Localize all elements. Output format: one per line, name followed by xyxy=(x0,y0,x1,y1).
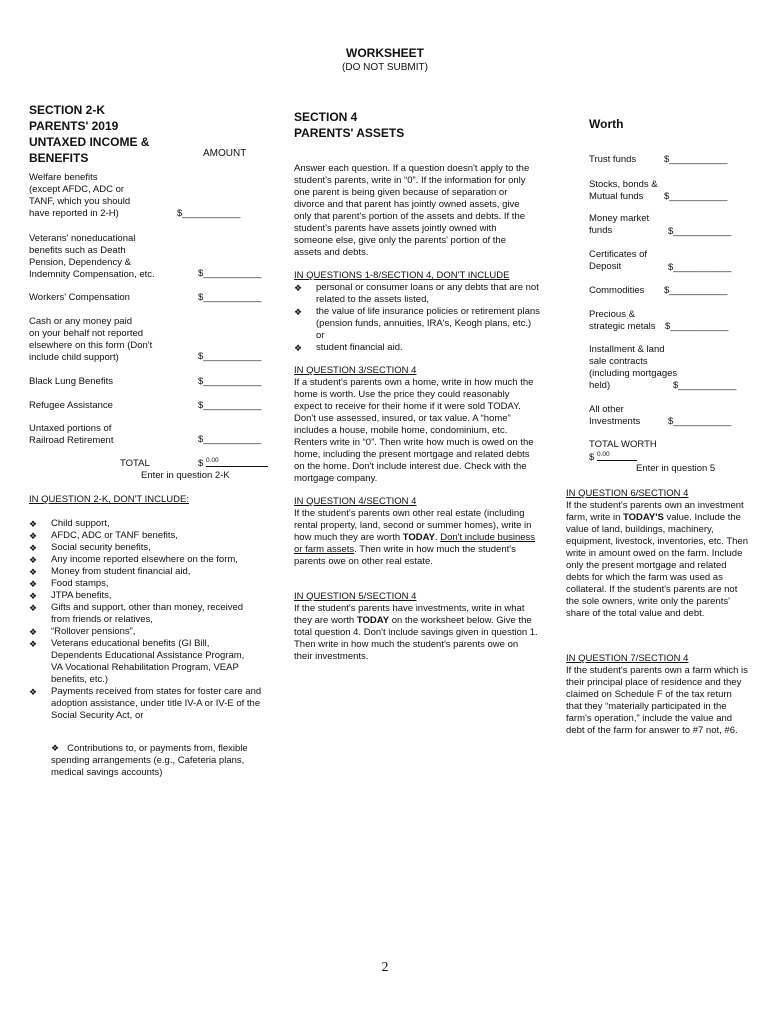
q1-8-dont-include-list xyxy=(294,282,542,354)
row-railroad-label: Untaxed portions of Railroad Retirement xyxy=(29,423,114,446)
section-2k-dont-include-heading: IN QUESTION 2-K, DON'T INCLUDE: xyxy=(29,494,189,505)
list-item: ❖ Food stamps, xyxy=(29,578,109,589)
worth-row-metals: Precious & strategic metals xyxy=(589,309,656,332)
diamond-bullet-icon: ❖ xyxy=(29,543,38,553)
worth-row-stocks: Stocks, bonds & Mutual funds xyxy=(589,179,658,202)
list-item: ❖ AFDC, ADC or TANF benefits, xyxy=(29,530,178,541)
page-number: 2 xyxy=(381,960,389,975)
worth-row-money-market: Money market funds xyxy=(589,213,650,236)
worth-title: Worth xyxy=(589,117,624,131)
row-welfare-label: Welfare benefits (except AFDC, ADC or TANF, which you should have reported in 2-H) xyxy=(29,172,131,219)
worth-total-value: 0.00 xyxy=(596,451,610,458)
diamond-bullet-icon: ❖ xyxy=(29,591,38,601)
worth-other-amount[interactable]: $___________ xyxy=(668,416,732,427)
row-workers-amount[interactable]: $___________ xyxy=(198,292,262,303)
row-refugee-label: Refugee Assistance xyxy=(29,400,113,411)
diamond-bullet-icon: ❖ xyxy=(29,531,38,541)
diamond-bullet-icon: ❖ xyxy=(29,603,38,613)
row-veterans-amount[interactable]: $___________ xyxy=(198,268,262,279)
section-4-title: SECTION 4 PARENTS' ASSETS xyxy=(294,110,405,140)
row-welfare-amount[interactable]: $___________ xyxy=(177,208,241,219)
worksheet-title: WORKSHEET xyxy=(346,46,424,60)
q4-text: If the student's parents own other real estate (including rental property, land, second or summer homes), write in how much they are worth TODAY. Don't include business or farm assets. Then write in how much the student's parents owe on other real estate. xyxy=(294,508,536,567)
worth-commodities-amount[interactable]: $___________ xyxy=(664,285,728,296)
row-black-lung-label: Black Lung Benefits xyxy=(29,376,113,387)
diamond-bullet-icon: ❖ xyxy=(29,555,38,565)
worksheet-subtitle: (DO NOT SUBMIT) xyxy=(342,62,428,73)
diamond-bullet-icon: ❖ xyxy=(29,687,38,697)
list-item: ❖ Money from student financial aid, xyxy=(29,566,191,577)
worth-certificates-amount[interactable]: $___________ xyxy=(668,262,732,273)
worth-total-note: Enter in question 5 xyxy=(636,463,716,474)
diamond-bullet-icon: ❖ xyxy=(294,343,303,353)
diamond-bullet-icon: ❖ xyxy=(294,307,303,317)
section-2k-dont-include-list xyxy=(29,518,279,722)
list-item: ❖ JTPA benefits, xyxy=(29,590,112,601)
diamond-bullet-icon: ❖ xyxy=(29,579,38,589)
section-2k-dont-include-last: ❖ Contributions to, or payments from, flexible spending arrangements (e.g., Cafeteria plans, medical savings accounts) xyxy=(51,743,248,778)
list-item: ❖ Gifts and support, other than money, received from friends or relatives, xyxy=(29,602,244,625)
q3-heading: IN QUESTION 3/SECTION 4 xyxy=(294,365,417,376)
worth-row-commodities: Commodities xyxy=(589,285,645,296)
section-2k-title: SECTION 2-K PARENTS' 2019 UNTAXED INCOME & BENEFITS xyxy=(29,103,150,165)
worth-metals-amount[interactable]: $___________ xyxy=(665,321,729,332)
worth-row-certificates: Certificates of Deposit xyxy=(589,249,648,272)
q1-8-dont-include-heading: IN QUESTIONS 1-8/SECTION 4, DON'T INCLUDE xyxy=(294,270,510,281)
section-2k-total-note: Enter in question 2-K xyxy=(141,470,230,481)
section-2k-total-value: 0.00 xyxy=(205,457,219,464)
list-item: ❖ Veterans educational benefits (GI Bill, Dependents Educational Assistance Program, VA Vocational Rehabilitation Program, VEAP benefits, etc.) xyxy=(29,638,245,685)
worth-row-installment: Installment & land sale contracts (including mortgages held) xyxy=(589,344,678,391)
worth-trust-funds-amount[interactable]: $___________ xyxy=(664,154,728,165)
row-railroad-amount[interactable]: $___________ xyxy=(198,434,262,445)
worth-total-field[interactable]: $ $^{0.00}$ xyxy=(589,451,637,463)
q7-heading: IN QUESTION 7/SECTION 4 xyxy=(566,653,689,664)
q6-text: If the student's parents own an investment farm, write in TODAY'S value. Include the value of land, buildings, machinery, equipment, livestock, inventories, etc. Then write in amount owed on the farm. Include only the present mortgage and related debts for which the farm was used as collateral. If the student's parents are not the sole owners, write only the parents' share of the total value and debt. xyxy=(566,500,749,619)
list-item: ❖ Social security benefits, xyxy=(29,542,151,553)
row-refugee-amount[interactable]: $___________ xyxy=(198,400,262,411)
list-item: ❖ Payments received from states for foster care and adoption assistance, under title IV-A or IV-E of the Social Security Act, or xyxy=(29,686,262,721)
section-4-intro: Answer each question. If a question doesn't apply to the student's parents, write in “0”. If the information for only one parent is being given because of separation or divorce and that parent has jointly owned assets, give only that parent's portion of the assets and debts. If the student's parents have assets jointly owned with someone else, give only the parents' portion of the assets and debts. xyxy=(294,163,530,258)
list-item: ❖ Any income reported elsewhere on the form, xyxy=(29,554,238,565)
row-black-lung-amount[interactable]: $___________ xyxy=(198,376,262,387)
worth-installment-amount[interactable]: $___________ xyxy=(673,380,737,391)
list-item: ❖ the value of life insurance policies or retirement plans (pension funds, annuities, IRA's, Keogh plans, etc.) or xyxy=(294,306,540,341)
row-cash-label: Cash or any money paid on your behalf not reported elsewhere on this form (Don't include child support) xyxy=(29,316,153,363)
worth-total-label: TOTAL WORTH xyxy=(589,439,657,450)
q3-text: If a student's parents own a home, write in how much the home is worth. Use the price they could reasonably expect to receive for their home if it were sold TODAY. Don't use assessed, insured, or tax value. A “home” includes a house, mobile home, condominium, etc. Renters write in “0”. Then write how much is owed on the home, including the present mortgage and related debts on the home. Don't include interest due. Check with the mortgage company. xyxy=(294,377,534,484)
amount-column-header: AMOUNT xyxy=(203,148,247,159)
worth-money-market-amount[interactable]: $___________ xyxy=(668,226,732,237)
q6-heading: IN QUESTION 6/SECTION 4 xyxy=(566,488,689,499)
q5-text: If the student's parents have investments, write in what they are worth TODAY on the worksheet below. Give the total question 4. Don't include savings given in question 1. Then write in how much the student's parents owe on their investments. xyxy=(294,603,538,662)
worth-row-trust-funds: Trust funds xyxy=(589,154,637,165)
list-item: ❖ Child support, xyxy=(29,518,110,529)
diamond-bullet-icon: ❖ xyxy=(29,519,38,529)
diamond-bullet-icon: ❖ xyxy=(294,283,303,293)
row-cash-amount[interactable]: $___________ xyxy=(198,351,262,362)
row-veterans-label: Veterans' noneducational benefits such as Death Pension, Dependency & Indemnity Compensation, etc. xyxy=(29,233,155,280)
row-workers-label: Workers' Compensation xyxy=(29,292,130,303)
q7-text: If the student's parents own a farm which is their principal place of residence and they claimed on Schedule F of the tax return that they “materially participated in the farm's operation,” include the value and debt of the farm for answer to #7 not, #6. xyxy=(566,665,748,736)
section-2k-total-field[interactable]: $ $^{0.00}$ xyxy=(198,457,268,469)
q4-heading: IN QUESTION 4/SECTION 4 xyxy=(294,496,417,507)
list-item: ❖ “Rollover pensions”, xyxy=(29,626,136,637)
list-item: ❖ personal or consumer loans or any debts that are not related to the assets listed, xyxy=(294,282,539,305)
section-2k-total-label: TOTAL xyxy=(120,458,150,469)
list-item: ❖ student financial aid. xyxy=(294,342,403,353)
q5-heading: IN QUESTION 5/SECTION 4 xyxy=(294,591,417,602)
diamond-bullet-icon: ❖ xyxy=(29,567,38,577)
worth-stocks-amount[interactable]: $___________ xyxy=(664,191,728,202)
diamond-bullet-icon: ❖ xyxy=(29,627,38,637)
diamond-bullet-icon: ❖ xyxy=(51,743,60,753)
diamond-bullet-icon: ❖ xyxy=(29,639,38,649)
worth-row-other: All other Investments xyxy=(589,404,641,427)
